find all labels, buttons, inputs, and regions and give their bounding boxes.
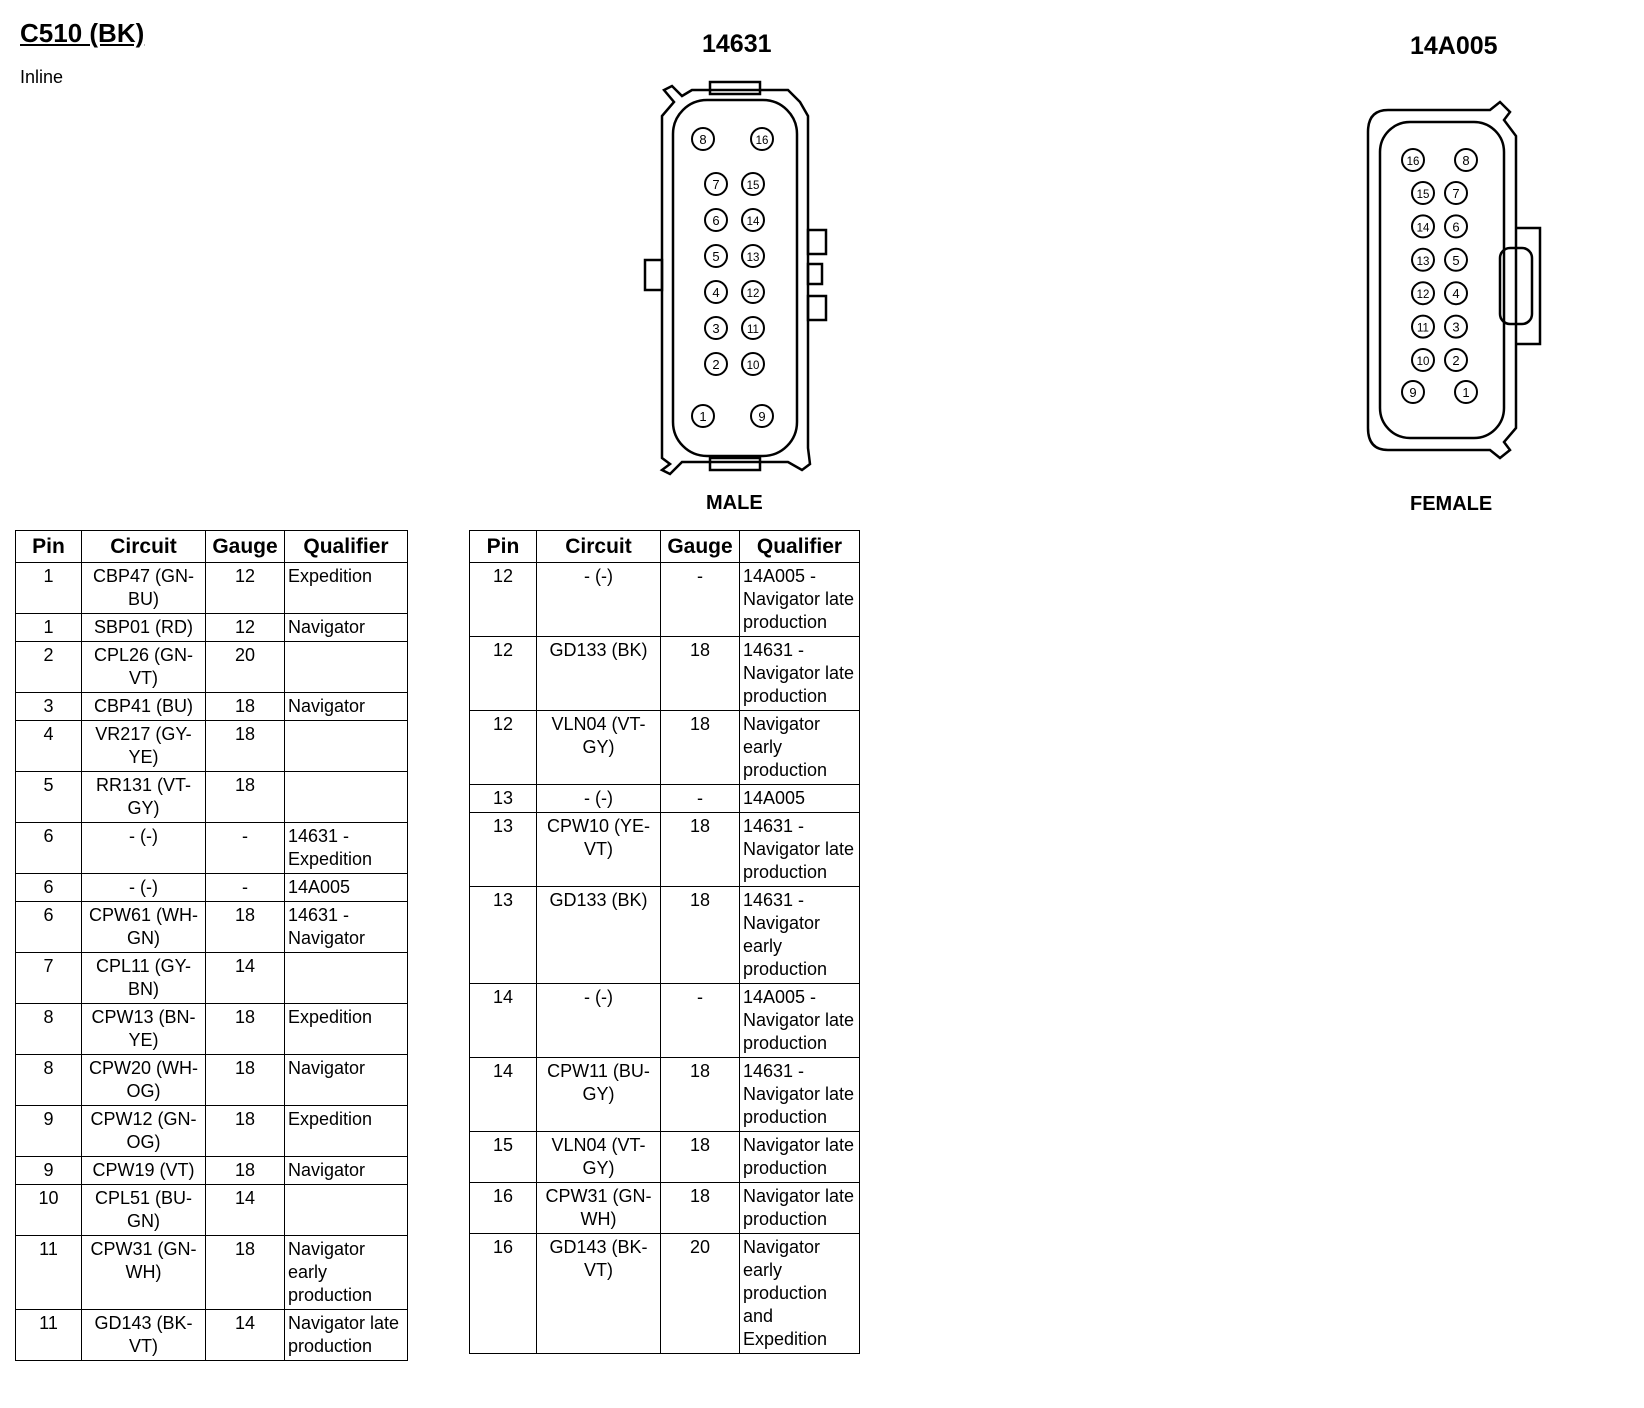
- header-pin: Pin: [470, 531, 537, 563]
- pin-cell: 9: [16, 1106, 82, 1157]
- table-row: [470, 984, 860, 1058]
- pin-number: 16: [1406, 156, 1420, 168]
- pin-cell: 2: [16, 642, 82, 693]
- pin-cell: 9: [16, 1157, 82, 1185]
- circuit-cell: CPW13 (BN-YE): [82, 1004, 206, 1055]
- gauge-cell: 18: [661, 1058, 740, 1132]
- table-row: [16, 902, 408, 953]
- table-row: [470, 813, 860, 887]
- pin-table-right: [469, 530, 860, 1354]
- circuit-cell: CPL11 (GY-BN): [82, 953, 206, 1004]
- header-circuit: Circuit: [537, 531, 661, 563]
- qualifier-cell: Navigator early production: [740, 711, 860, 785]
- pin-cell: 14: [470, 984, 537, 1058]
- female-connector-face: [1350, 98, 1550, 478]
- table-row: [470, 563, 860, 637]
- pin-cell: 12: [470, 563, 537, 637]
- pin-cell: 8: [16, 1004, 82, 1055]
- pin-number: 10: [746, 360, 760, 372]
- circuit-cell: CBP47 (GN-BU): [82, 563, 206, 614]
- pin-number: 1: [699, 409, 707, 424]
- pin-number: 6: [1452, 219, 1460, 235]
- pin-number: 14: [1416, 222, 1430, 235]
- table-row: [470, 1183, 860, 1234]
- pin-number: 2: [1452, 353, 1460, 368]
- pin-number: 5: [1452, 252, 1460, 268]
- gauge-cell: -: [661, 563, 740, 637]
- header-circuit: Circuit: [82, 531, 206, 563]
- table-row: [16, 772, 408, 823]
- header-qualifier: Qualifier: [740, 531, 860, 563]
- qualifier-cell: Navigator: [285, 1157, 408, 1185]
- pin-cell: 13: [470, 887, 537, 984]
- circuit-cell: - (-): [82, 823, 206, 874]
- pin-number: 14: [746, 216, 760, 228]
- pin-cell: 10: [16, 1185, 82, 1236]
- pin-number: 13: [1416, 255, 1430, 268]
- table-row: [16, 953, 408, 1004]
- connector-title: C510 (BK): [20, 18, 145, 48]
- gauge-cell: 14: [206, 1185, 285, 1236]
- pin-cell: 13: [470, 785, 537, 813]
- table-row: [16, 1310, 408, 1361]
- table-row: [470, 887, 860, 984]
- pin-number: 12: [746, 288, 760, 300]
- circuit-cell: CPW12 (GN-OG): [82, 1106, 206, 1157]
- pin-cell: 12: [470, 711, 537, 785]
- pin-cell: 16: [470, 1183, 537, 1234]
- gauge-cell: 18: [206, 1157, 285, 1185]
- pin-number: 15: [1416, 189, 1430, 201]
- pin-cell: 14: [470, 1058, 537, 1132]
- table-row: [470, 1132, 860, 1183]
- qualifier-cell: 14A005: [740, 785, 860, 813]
- gauge-cell: -: [661, 984, 740, 1058]
- gauge-cell: 12: [206, 563, 285, 614]
- circuit-cell: - (-): [82, 874, 206, 902]
- pin-number: 11: [1417, 322, 1429, 335]
- gauge-cell: 14: [206, 1310, 285, 1361]
- circuit-cell: CPW31 (GN-WH): [537, 1183, 661, 1234]
- qualifier-cell: 14631 - Expedition: [285, 823, 408, 874]
- circuit-cell: GD143 (BK-VT): [537, 1234, 661, 1354]
- qualifier-cell: Navigator late production: [740, 1183, 860, 1234]
- pin-cell: 11: [16, 1310, 82, 1361]
- circuit-cell: - (-): [537, 563, 661, 637]
- table-row: [16, 614, 408, 642]
- qualifier-cell: [285, 642, 408, 693]
- qualifier-cell: Expedition: [285, 1004, 408, 1055]
- male-connector-id: 14631: [702, 30, 772, 58]
- table-row: [16, 693, 408, 721]
- pin-number: 9: [1409, 385, 1417, 400]
- qualifier-cell: [285, 1185, 408, 1236]
- circuit-cell: CPL51 (BU-GN): [82, 1185, 206, 1236]
- qualifier-cell: 14631 - Navigator: [285, 902, 408, 953]
- qualifier-cell: Navigator: [285, 1055, 408, 1106]
- pin-cell: 16: [470, 1234, 537, 1354]
- pin-number: 2: [712, 357, 720, 372]
- table-row: [16, 563, 408, 614]
- gauge-cell: -: [206, 874, 285, 902]
- table-row: [16, 1106, 408, 1157]
- gauge-cell: 18: [206, 1055, 285, 1106]
- pin-cell: 5: [16, 772, 82, 823]
- pin-number: 9: [758, 409, 766, 424]
- table-row: [16, 1004, 408, 1055]
- pin-number: 12: [1416, 289, 1430, 302]
- gauge-cell: 18: [661, 887, 740, 984]
- qualifier-cell: 14A005 - Navigator late production: [740, 563, 860, 637]
- gauge-cell: -: [206, 823, 285, 874]
- female-connector-id: 14A005: [1410, 32, 1498, 60]
- pin-table-left: [15, 530, 408, 1361]
- male-connector-label: MALE: [706, 492, 763, 514]
- table-row: [16, 874, 408, 902]
- gauge-cell: 18: [206, 721, 285, 772]
- circuit-cell: - (-): [537, 785, 661, 813]
- table-row: [16, 721, 408, 772]
- header-gauge: Gauge: [661, 531, 740, 563]
- table-header-row: [470, 531, 860, 563]
- header-gauge: Gauge: [206, 531, 285, 563]
- qualifier-cell: 14631 - Navigator late production: [740, 813, 860, 887]
- circuit-cell: VLN04 (VT-GY): [537, 1132, 661, 1183]
- table-row: [16, 1055, 408, 1106]
- pin-number: 8: [1462, 153, 1470, 168]
- circuit-cell: CPL26 (GN-VT): [82, 642, 206, 693]
- circuit-cell: VR217 (GY-YE): [82, 721, 206, 772]
- qualifier-cell: 14A005 - Navigator late production: [740, 984, 860, 1058]
- table-row: [16, 1157, 408, 1185]
- pin-cell: 8: [16, 1055, 82, 1106]
- pin-number: 11: [747, 324, 759, 336]
- circuit-cell: CPW11 (BU-GY): [537, 1058, 661, 1132]
- circuit-cell: CPW61 (WH-GN): [82, 902, 206, 953]
- pin-cell: 6: [16, 823, 82, 874]
- pin-cell: 6: [16, 902, 82, 953]
- gauge-cell: 20: [661, 1234, 740, 1354]
- circuit-cell: GD143 (BK-VT): [82, 1310, 206, 1361]
- pin-number: 6: [712, 213, 720, 228]
- gauge-cell: 18: [206, 1236, 285, 1310]
- table-row: [16, 642, 408, 693]
- circuit-cell: RR131 (VT-GY): [82, 772, 206, 823]
- qualifier-cell: 14A005: [285, 874, 408, 902]
- pin-cell: 4: [16, 721, 82, 772]
- pin-number: 4: [1452, 286, 1460, 302]
- pin-number: 4: [712, 285, 720, 300]
- gauge-cell: 18: [206, 693, 285, 721]
- pin-cell: 6: [16, 874, 82, 902]
- qualifier-cell: Navigator early production: [285, 1236, 408, 1310]
- circuit-cell: CPW19 (VT): [82, 1157, 206, 1185]
- female-connector-label: FEMALE: [1410, 493, 1493, 515]
- gauge-cell: 20: [206, 642, 285, 693]
- pin-number: 7: [1452, 186, 1460, 201]
- qualifier-cell: Expedition: [285, 1106, 408, 1157]
- pin-cell: 1: [16, 614, 82, 642]
- table-row: [470, 1234, 860, 1354]
- pin-number: 7: [712, 177, 720, 192]
- qualifier-cell: Navigator: [285, 614, 408, 642]
- gauge-cell: 18: [206, 1004, 285, 1055]
- circuit-cell: CPW10 (YE-VT): [537, 813, 661, 887]
- pin-cell: 11: [16, 1236, 82, 1310]
- pin-number: 13: [746, 252, 760, 264]
- qualifier-cell: [285, 721, 408, 772]
- pin-number: 1: [1462, 385, 1470, 400]
- gauge-cell: 12: [206, 614, 285, 642]
- gauge-cell: 18: [206, 902, 285, 953]
- pin-number: 15: [746, 180, 760, 192]
- pin-number: 3: [712, 321, 720, 336]
- qualifier-cell: 14631 - Navigator early production: [740, 887, 860, 984]
- circuit-cell: CPW31 (GN-WH): [82, 1236, 206, 1310]
- gauge-cell: 18: [661, 1183, 740, 1234]
- gauge-cell: 14: [206, 953, 285, 1004]
- gauge-cell: 18: [661, 637, 740, 711]
- header-qualifier: Qualifier: [285, 531, 408, 563]
- qualifier-cell: 14631 - Navigator late production: [740, 1058, 860, 1132]
- circuit-cell: - (-): [537, 984, 661, 1058]
- pin-number: 10: [1416, 356, 1430, 368]
- table-row: [16, 1185, 408, 1236]
- qualifier-cell: Navigator late production: [285, 1310, 408, 1361]
- pin-number: 3: [1452, 319, 1460, 335]
- pin-number: 16: [755, 135, 769, 147]
- gauge-cell: 18: [661, 1132, 740, 1183]
- pin-cell: 3: [16, 693, 82, 721]
- gauge-cell: 18: [206, 772, 285, 823]
- qualifier-cell: Navigator early production and Expedition: [740, 1234, 860, 1354]
- table-row: [470, 785, 860, 813]
- qualifier-cell: [285, 772, 408, 823]
- qualifier-cell: 14631 - Navigator late production: [740, 637, 860, 711]
- male-connector-face: [640, 78, 840, 478]
- circuit-cell: GD133 (BK): [537, 887, 661, 984]
- header-pin: Pin: [16, 531, 82, 563]
- gauge-cell: 18: [661, 813, 740, 887]
- pin-number: 5: [712, 249, 720, 264]
- table-row: [470, 1058, 860, 1132]
- connector-subtitle: Inline: [20, 67, 64, 87]
- table-row: [16, 823, 408, 874]
- gauge-cell: -: [661, 785, 740, 813]
- pin-cell: 7: [16, 953, 82, 1004]
- table-row: [470, 637, 860, 711]
- table-header-row: [16, 531, 408, 563]
- qualifier-cell: Navigator: [285, 693, 408, 721]
- qualifier-cell: Navigator late production: [740, 1132, 860, 1183]
- circuit-cell: GD133 (BK): [537, 637, 661, 711]
- gauge-cell: 18: [661, 711, 740, 785]
- circuit-cell: CPW20 (WH-OG): [82, 1055, 206, 1106]
- circuit-cell: SBP01 (RD): [82, 614, 206, 642]
- gauge-cell: 18: [206, 1106, 285, 1157]
- circuit-cell: CBP41 (BU): [82, 693, 206, 721]
- pin-cell: 1: [16, 563, 82, 614]
- table-row: [470, 711, 860, 785]
- qualifier-cell: Expedition: [285, 563, 408, 614]
- pin-cell: 15: [470, 1132, 537, 1183]
- table-row: [16, 1236, 408, 1310]
- qualifier-cell: [285, 953, 408, 1004]
- pin-cell: 12: [470, 637, 537, 711]
- pin-cell: 13: [470, 813, 537, 887]
- circuit-cell: VLN04 (VT-GY): [537, 711, 661, 785]
- pin-number: 8: [699, 132, 707, 147]
